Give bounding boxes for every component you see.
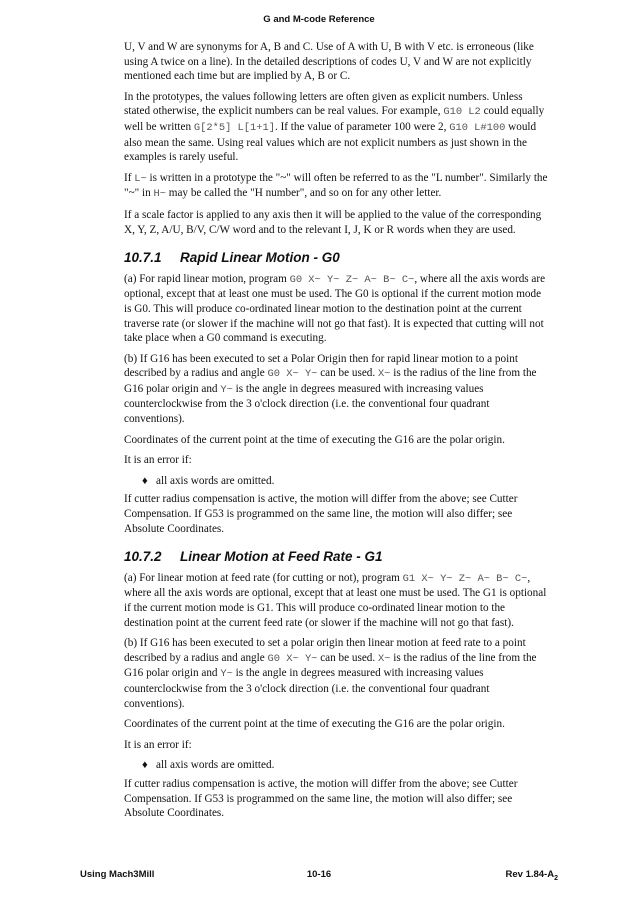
paragraph-letter-numbers: If L~ is written in a prototype the "~" will often be referred to as the "L number". Similarly the "~" in H~ may be called the "H number", and so on for any other letter.	[124, 171, 548, 201]
list-item: ♦ all axis words are omitted.	[142, 759, 275, 772]
paragraph-g1-b: (b) If G16 has been executed to set a polar origin then linear motion at feed rate to a point described by a radius and angle G0 X~ Y~ can be used. X~ is the radius of the line from the G16 polar origin and Y~ is the angle in degrees measured with increasing values counterclockwise from the 3 o'clock direction (i.e. the conventional four quadrant conventions).	[124, 637, 537, 710]
code-snippet: G0 X~ Y~	[267, 368, 318, 381]
footer-doc-title: Using Mach3Mill	[80, 869, 155, 880]
code-snippet: X~	[378, 652, 391, 665]
code-snippet: G1 X~ Y~ Z~ A~ B~ C~	[402, 572, 528, 585]
code-snippet: G10 L#100	[449, 121, 506, 134]
paragraph-g0-closing: If cutter radius compensation is active, the motion will differ from the above; see Cutter Compensation. If G53 is programmed on the same line, the motion will also differ; see Absolute Coordinates.	[124, 493, 518, 535]
paragraph-g1-coords: Coordinates of the current point at the time of executing the G16 are the polar origin.	[124, 718, 505, 731]
diamond-bullet-icon: ♦	[142, 474, 148, 487]
paragraph-synonyms: U, V and W are synonyms for A, B and C. Use of A with U, B with V etc. is erroneous (like using A twice on a line). In the detailed descriptions of codes U, V and W are not explicitly mentioned each time but are implied by A, B or C.	[124, 41, 534, 83]
paragraph-g0-coords: Coordinates of the current point at the time of executing the G16 are the polar origin.	[124, 433, 505, 446]
code-snippet: G[2*5] L[1+1]	[193, 121, 275, 134]
section-number: 10.7.1	[124, 250, 162, 266]
code-snippet: G10 L2	[443, 106, 481, 119]
section-title: Rapid Linear Motion - G0	[180, 250, 340, 266]
paragraph-scale-factor: If a scale factor is applied to any axis then it will be applied to the value of the corresponding X, Y, Z, A/U, B/V, C/W word and to the relevant I, J, K or R words when they are used.	[124, 208, 542, 236]
code-snippet: L~	[134, 172, 147, 185]
running-footer	[80, 869, 558, 883]
code-snippet: Y~	[220, 668, 233, 681]
paragraph-prototype-values: In the prototypes, the values following letters are often given as explicit numbers. Unless stated otherwise, the explicit numbers can be real values. For example, G10 L2 could equally well be written G[2*5] L[1+1]. If the value of parameter 100 were 2, G10 L#100 would also mean the same. Using real values which are not explicit numbers as just shown in the examples is rarely useful.	[124, 90, 545, 164]
list-item: ♦ all axis words are omitted.	[142, 474, 275, 487]
code-snippet: X~	[378, 368, 391, 381]
section-title: Linear Motion at Feed Rate - G1	[180, 549, 383, 565]
code-snippet: G0 X~ Y~ Z~ A~ B~ C~	[289, 273, 415, 286]
section-number: 10.7.2	[124, 549, 162, 565]
page-number: 10-16	[306, 869, 332, 880]
paragraph-g0-error: It is an error if:	[124, 454, 192, 467]
code-snippet: H~	[153, 188, 166, 201]
page-body	[124, 40, 550, 827]
paragraph-g1-closing: If cutter radius compensation is active, the motion will differ from the above; see Cutter Compensation. If G53 is programmed on the same line, the motion will also differ; see Absolute Coordinates.	[124, 777, 518, 820]
footer-revision: Rev $1.84-A_2$	[505, 869, 558, 882]
section-heading-g0	[124, 251, 550, 266]
paragraph-g1-a: (a) For linear motion at feed rate (for cutting or not), program G1 X~ Y~ Z~ A~ B~ C~, where all the axis words are optional, except that at least one must be used. The G1 is optional if the current motion mode is G1. This will produce co-ordinated linear motion to the destination point at the current feed rate (or slower if the machine will not go that fast).	[124, 571, 547, 629]
paragraph-g1-error: It is an error if:	[124, 738, 192, 751]
section-heading-g1	[124, 550, 550, 565]
code-snippet: Y~	[220, 383, 233, 396]
paragraph-g0-a: (a) For rapid linear motion, program G0 X~ Y~ Z~ A~ B~ C~, where all the axis words are optional, except that at least one must be used. The G0 is optional if the current motion mode is G0. This will produce co-ordinated linear motion to the destination point at the current traverse rate (or slower if the machine will not go that fast). It is expected that cutting will not take place when a G0 command is executing.	[124, 272, 546, 345]
diamond-bullet-icon: ♦	[142, 759, 148, 772]
code-snippet: G0 X~ Y~	[267, 652, 318, 665]
running-header: G and M-code Reference	[263, 14, 375, 25]
paragraph-g0-b: (b) If G16 has been executed to set a Polar Origin then for rapid linear motion to a point described by a radius and angle G0 X~ Y~ can be used. X~ is the radius of the line from the G16 polar origin and Y~ is the angle in degrees measured with increasing values counterclockwise from the 3 o'clock direction (i.e. the conventional four quadrant conventions).	[124, 352, 537, 426]
